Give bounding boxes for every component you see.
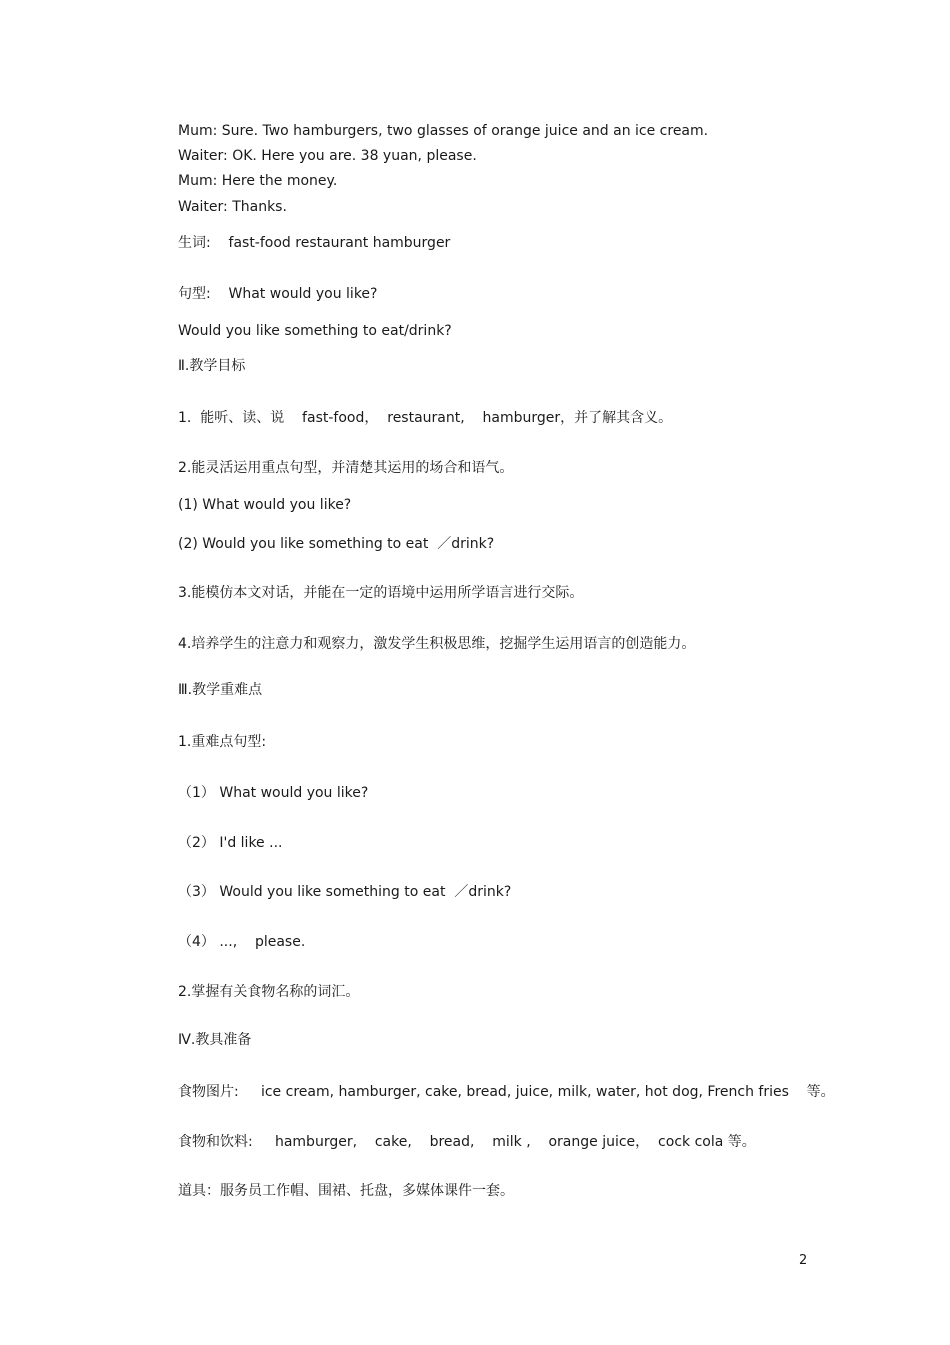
dialogue-line-mum-sure: Mum: Sure. Two hamburgers, two glasses of orange juice and an ice cream. [178,123,709,139]
goal-item-3: 3.能模仿本文对话，并能在一定的语境中运用所学语言进行交际。 [178,585,584,601]
sentence-pattern-line-2: Would you like something to eat/drink? [178,323,452,339]
dialogue-line-mum-money: Mum: Here the money. [178,173,338,189]
key-point-1-sub-2: （2） I'd like ... [178,835,283,851]
page-number: 2 [799,1253,808,1268]
key-point-1-sub-1: （1） What would you like? [178,785,369,801]
goal-item-2-sub-1: (1) What would you like? [178,497,352,513]
sentence-pattern-line: 句型: What would you like? [178,286,378,302]
section-heading-key-points: Ⅲ.教学重难点 [178,682,263,698]
materials-food-drinks: 食物和饮料: hamburger, cake, bread, milk , orange juice， cock cola 等。 [178,1134,756,1150]
goal-item-1: 1. 能听、读、说 fast-food， restaurant, hamburger，并了解其含义。 [178,410,673,426]
key-point-1: 1.重难点句型: [178,734,267,750]
key-point-1-sub-3: （3） Would you like something to eat ／drink? [178,884,512,900]
dialogue-line-waiter-thanks: Waiter: Thanks. [178,199,287,215]
key-point-2: 2.掌握有关食物名称的词汇。 [178,984,360,1000]
goal-item-2: 2.能灵活运用重点句型，并清楚其运用的场合和语气。 [178,460,514,476]
key-point-1-sub-4: （4） ..., please. [178,934,306,950]
goal-item-2-sub-2: (2) Would you like something to eat ／drink? [178,536,495,552]
section-heading-teaching-goals: Ⅱ.教学目标 [178,358,246,374]
dialogue-line-waiter-ok: Waiter: OK. Here you are. 38 yuan, please. [178,148,477,164]
materials-food-pictures: 食物图片: ice cream, hamburger, cake, bread, juice, milk, water, hot dog, French fries 等。 [178,1084,835,1100]
materials-props: 道具：服务员工作帽、围裙、托盘，多媒体课件一套。 [178,1183,514,1199]
section-heading-materials: Ⅳ.教具准备 [178,1032,252,1048]
goal-item-4: 4.培养学生的注意力和观察力，激发学生积极思维，挖掘学生运用语言的创造能力。 [178,636,696,652]
new-words-line: 生词: fast-food restaurant hamburger [178,235,451,251]
